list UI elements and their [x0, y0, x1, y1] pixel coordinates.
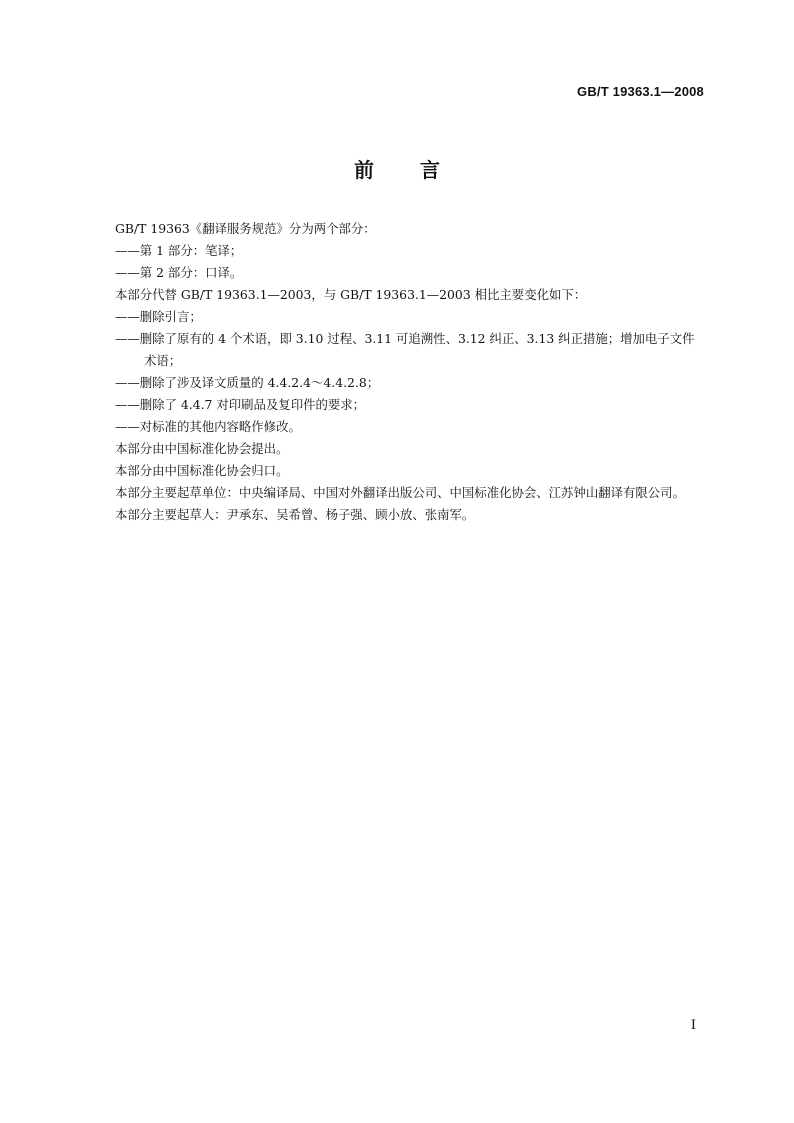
list-item-change-3: ——删除了涉及译文质量的 4.4.2.4～4.4.2.8； — [115, 375, 380, 390]
list-item-change-2: ——删除了原有的 4 个术语，即 3.10 过程、3.11 可追溯性、3.12 纠正、3.13 纠正措施；增加电子文件术语； — [115, 331, 695, 368]
foreword-body — [90, 218, 706, 526]
paragraph-under-jurisdiction: 本部分由中国标准化协会归口。 — [115, 463, 289, 478]
list-item-part-2: ——第 2 部分：口译。 — [115, 265, 243, 280]
page-number: I — [690, 1018, 696, 1033]
paragraph-proposed-by: 本部分由中国标准化协会提出。 — [115, 441, 289, 456]
list-item-change-5: ——对标准的其他内容略作修改。 — [115, 419, 301, 434]
list-item-part-1: ——第 1 部分：笔译； — [115, 243, 243, 258]
paragraph-drafters: 本部分主要起草人：尹承东、吴希曾、杨子强、顾小放、张南军。 — [115, 507, 475, 522]
standard-code: GB/T 19363.1—2008 — [577, 84, 704, 99]
page-title — [0, 154, 794, 183]
paragraph-drafting-units: 本部分主要起草单位：中央编译局、中国对外翻译出版公司、中国标准化协会、江苏钟山翻译有限公司。 — [115, 485, 685, 500]
paragraph-replaces: 本部分代替 GB/T 19363.1—2003，与 GB/T 19363.1—2003 相比主要变化如下： — [115, 287, 587, 302]
list-item-change-4: ——删除了 4.4.7 对印刷品及复印件的要求； — [115, 397, 366, 412]
title-char-1: 前 — [354, 158, 374, 182]
title-char-2: 言 — [420, 158, 440, 182]
list-item-change-1: ——删除引言； — [115, 309, 202, 324]
paragraph-parts-intro: GB/T 19363《翻译服务规范》分为两个部分： — [115, 221, 376, 236]
